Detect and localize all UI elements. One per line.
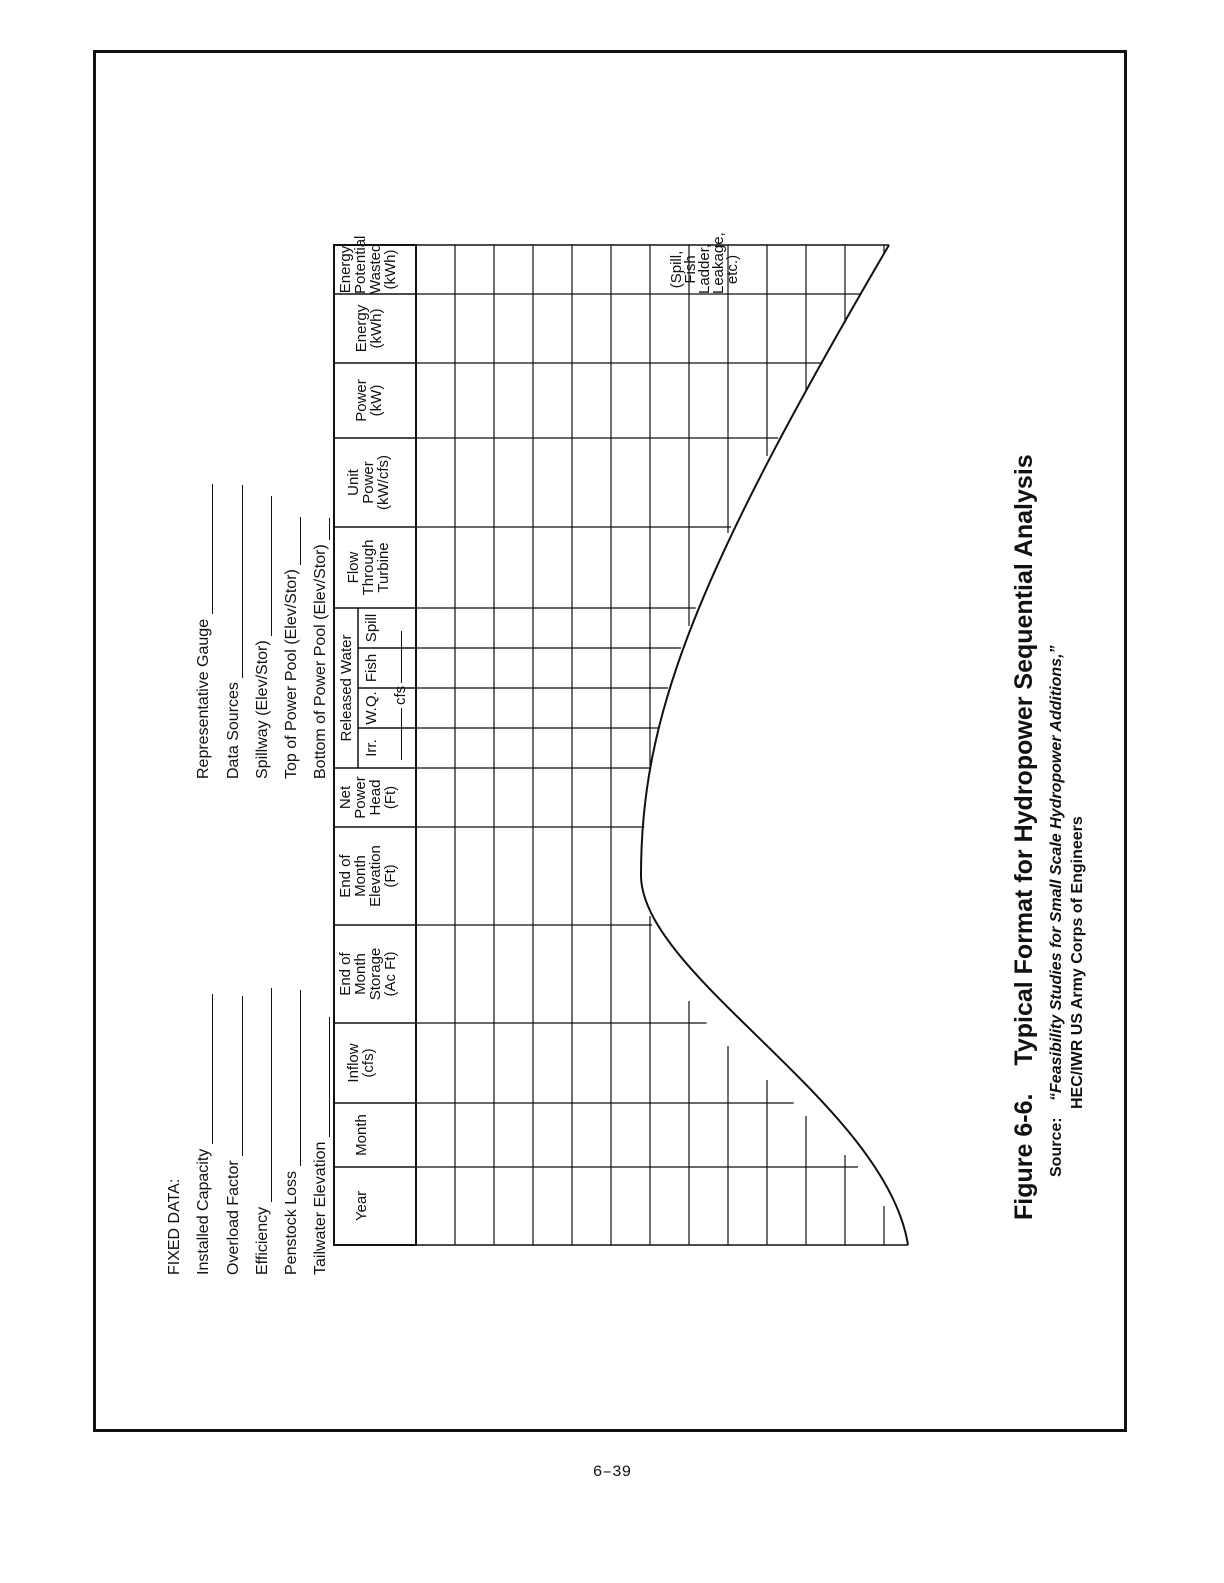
header-line: Wasted: [367, 243, 384, 294]
header-line: Head: [367, 779, 384, 816]
header-line: Elevation: [367, 845, 384, 907]
header-line: Unit: [345, 469, 362, 496]
page-number: 6–39: [592, 1463, 632, 1481]
col-fish: Fish: [363, 653, 380, 683]
field-label: Bottom of Power Pool (Elev/Stor): [312, 544, 329, 779]
field-label: Penstock Loss: [283, 1170, 300, 1275]
figure-title: Typical Format for Hydropower Sequential Analysis: [1010, 454, 1038, 1066]
header-line: Power: [360, 461, 377, 504]
field-label: Overload Factor: [225, 1160, 242, 1275]
header-line: Energy: [353, 304, 370, 353]
header-line: Potential: [352, 235, 369, 294]
col-wq: W.Q.: [363, 691, 380, 725]
header-line: (kWh): [368, 308, 385, 349]
header-line: Turbine: [375, 542, 392, 593]
header-line: Flow: [345, 551, 362, 584]
cfs-unit-marker: [392, 616, 409, 760]
col-year: Year: [353, 1190, 370, 1222]
source-line-2: HEC/IWR US Army Corps of Engineers: [1069, 816, 1086, 1109]
header-line: Net: [337, 785, 354, 810]
header-line: Month: [352, 855, 369, 897]
header-line: Power: [352, 776, 369, 819]
field-label: Top of Power Pool (Elev/Stor): [283, 569, 300, 779]
col-head: [338, 768, 398, 827]
col-storage: [338, 925, 398, 1023]
header-line: (Ft): [382, 785, 399, 810]
header-line: Leakage,: [710, 232, 727, 294]
header-line: Fish: [682, 255, 699, 284]
field-label: Installed Capacity: [195, 1148, 212, 1275]
col-month: Month: [353, 1114, 370, 1156]
header-line: (Ft): [382, 864, 399, 888]
figure-number: Figure 6-6.: [1010, 1093, 1038, 1220]
header-line: Inflow: [345, 1043, 362, 1083]
header-line: Power: [353, 379, 370, 422]
col-inflow: [346, 1023, 376, 1103]
table-grid: [96, 53, 1130, 1435]
field-label: Representative Gauge: [195, 618, 212, 779]
figure-frame: [93, 50, 1127, 1432]
header-line: (Spill,: [668, 250, 685, 289]
field-label: Efficiency: [254, 1206, 271, 1275]
cfs-label: cfs: [392, 685, 409, 705]
figure-source: [1048, 645, 1066, 1177]
col-energy: [354, 294, 384, 363]
header-line: Through: [360, 539, 377, 596]
source-label: Source:: [1048, 1117, 1065, 1177]
header-line: End of: [337, 854, 354, 898]
col-released-water: Released Water: [338, 634, 355, 742]
header-line: (kW/cfs): [375, 455, 392, 510]
energy-wasted-note: [668, 232, 741, 294]
col-elevation: [338, 827, 398, 925]
rotated-figure: [96, 53, 1130, 1435]
field-label: Tailwater Elevation: [312, 1141, 329, 1275]
fixed-data-title: FIXED DATA:: [166, 1178, 183, 1275]
col-unit-power: [346, 438, 391, 527]
header-line: Storage: [367, 947, 384, 1001]
header-line: Month: [352, 953, 369, 995]
header-line: Ladder,: [696, 243, 713, 294]
header-line: (cfs): [360, 1048, 377, 1078]
col-flow-through-turbine: [346, 527, 391, 608]
col-irr: Irr.: [363, 739, 380, 757]
col-energy-wasted: [337, 235, 399, 294]
field-label: Spillway (Elev/Stor): [254, 640, 271, 779]
header-line: (Ac Ft): [382, 951, 399, 997]
col-spill: Spill: [363, 613, 380, 643]
figure-caption: [1010, 454, 1039, 1220]
header-line: (kW): [368, 384, 385, 417]
header-line: Energy: [337, 245, 354, 294]
header-line: (kWh): [382, 249, 399, 290]
source-line-1: “Feasibility Studies for Small Scale Hydropower Additions,”: [1048, 645, 1065, 1101]
field-label: Data Sources: [225, 682, 242, 779]
header-line: End of: [337, 952, 354, 996]
header-line: etc.): [724, 254, 741, 285]
col-power: [354, 363, 384, 438]
